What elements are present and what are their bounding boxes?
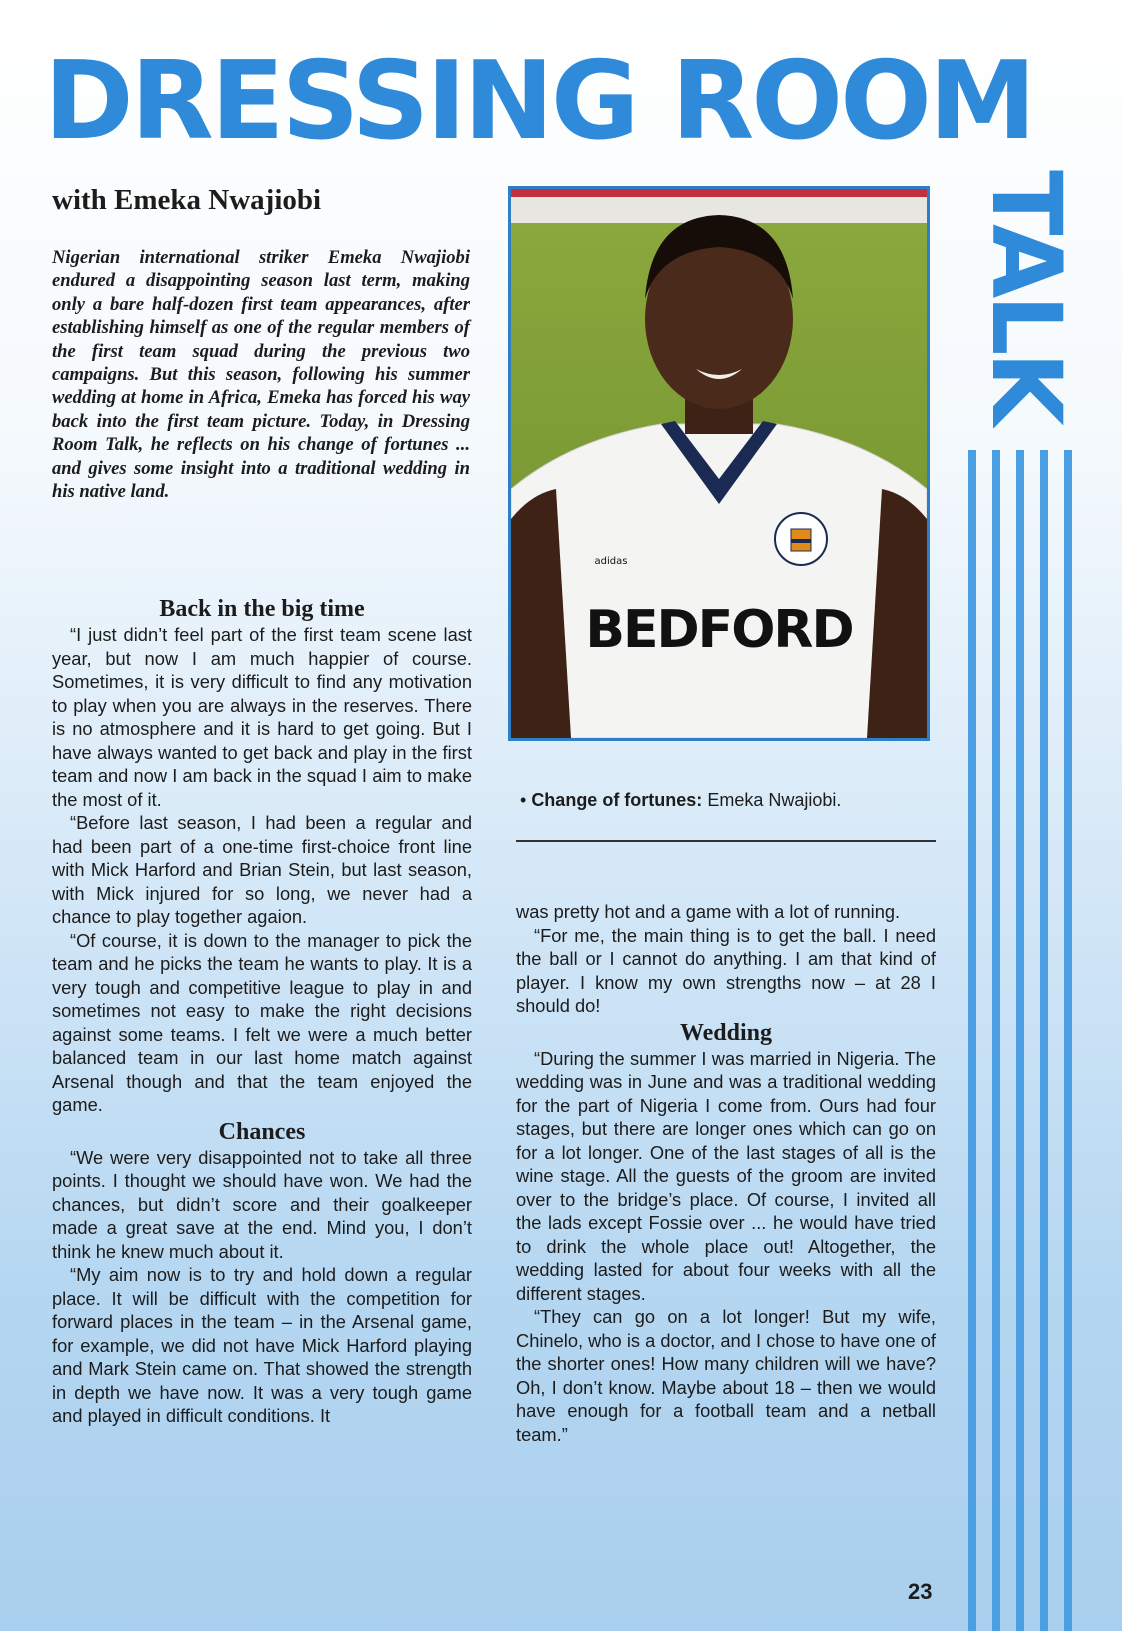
caption-label: Change of fortunes: xyxy=(531,790,703,810)
body-paragraph: “Before last season, I had been a regular and had been part of a one-time first-choice front line with Mick Harford and Brian Stein, but last season, with Mick injured for so long, we never had a chance to play together agaion. xyxy=(52,812,472,927)
player-photo xyxy=(508,186,930,741)
body-paragraph: “We were very disappointed not to take all three points. I thought we should have won. We had the chances, but didn’t score and their goalkeeper made a great save at the end. Mind you, I don’t think he knew much about it. xyxy=(52,1146,472,1262)
decorative-stripe xyxy=(1064,450,1072,1631)
player-photo-illustration xyxy=(511,189,927,738)
intro-paragraph: Nigerian international striker Emeka Nwajiobi endured a disappointing season last term, making only a bare half-dozen first team appearances, after establishing himself as one of the regular members of the first team squad during the previous two campaigns. But this season, following his summer wedding at home in Africa, Emeka has forced his way back into the first team picture. Today, in Dressing Room Talk, he reflects on his change of fortunes ... and gives some insight into a traditional wedding in his native land. xyxy=(52,247,470,503)
body-paragraph: “They can go on a lot longer! But my wife, Chinelo, who is a doctor, and I chose to have one of the shorter ones! How many children will we have? Oh, I don’t know. Maybe about 18 – then we would have enough for a football team and a netball team.” xyxy=(516,1306,936,1445)
decorative-stripe xyxy=(968,450,976,1631)
left-column xyxy=(52,594,472,1428)
body-paragraph: “During the summer I was married in Nigeria. The wedding was in June and was a traditional wedding for the part of Nigeria I come from. Ours had four stages, but there are longer ones which can go on for a lot longer. One of the last stages of all is the wine stage. All the guests of the groom are invited over to the bridge’s place. Of course, I invited all the lads except Fossie over ... he would have tried to drink the whole place out! Altogether, the wedding lasted for about four weeks with all the different stages. xyxy=(516,1047,936,1304)
section-heading: Back in the big time xyxy=(159,596,365,622)
decorative-stripe xyxy=(1016,450,1024,1631)
body-paragraph: “Of course, it is down to the manager to pick the team and he picks the team he wants to play. It is a very tough and competitive league to play in and sometimes not easy to make the right decisions against some teams. I felt we were a much better balanced team in our last home match against Arsenal though and that the team enjoyed the game. xyxy=(52,929,472,1115)
body-paragraph: was pretty hot and a game with a lot of running. xyxy=(516,901,901,922)
photo-caption: • Change of fortunes: Emeka Nwajiobi. xyxy=(520,790,842,810)
section-heading: Chances xyxy=(218,1118,306,1145)
article-subtitle: with Emeka Nwajiobi xyxy=(52,184,322,216)
side-title-word: TALK xyxy=(970,170,1082,422)
body-paragraph: “For me, the main thing is to get the ball. I need the ball or I cannot do anything. I am that kind of player. I know my own strengths now – at 28 I should do! xyxy=(516,924,936,1016)
decorative-stripe xyxy=(992,450,1000,1631)
kit-logo-text: adidas xyxy=(594,556,628,567)
shirt-sponsor-text: BEDFORD xyxy=(585,600,853,660)
caption-text: Emeka Nwajiobi. xyxy=(702,790,842,810)
club-badge-icon xyxy=(775,513,827,565)
page-number: 23 xyxy=(908,1579,933,1604)
divider xyxy=(516,840,936,842)
right-column xyxy=(516,900,936,1446)
section-heading: Wedding xyxy=(679,1019,773,1046)
body-paragraph: “My aim now is to try and hold down a regular place. It will be difficult with the competition for forward places in the team – in the Arsenal game, for example, we did not have Mick Harford playing and Mark Stein came on. That showed the strength in depth we have now. It was a very tough game and played in difficult conditions. It xyxy=(52,1264,472,1426)
body-paragraph: “I just didn’t feel part of the first team scene last year, but now I am much happier of course. Sometimes, it is very difficult to find any motivation to play when you are always in the reserves. There is no atmosphere and it is hard to get going. But I have always wanted to get back and play in the first team and now I am back in the squad I aim to make the most of it. xyxy=(52,624,472,810)
page-title: DRESSING ROOM xyxy=(44,39,1034,164)
decorative-stripe xyxy=(1040,450,1048,1631)
